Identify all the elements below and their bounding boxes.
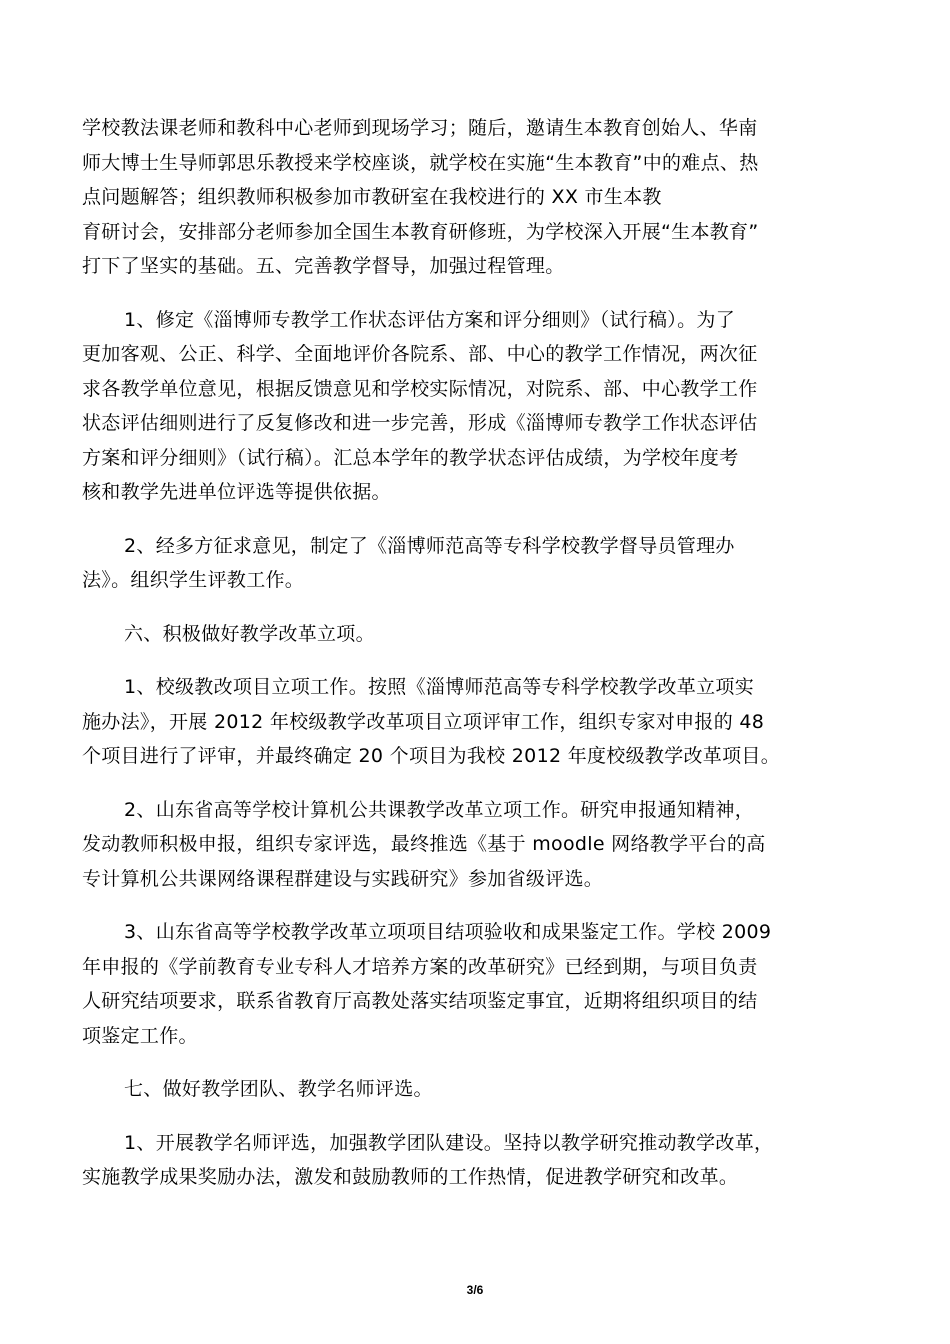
- text-line: 法》。组织学生评教工作。: [82, 569, 305, 591]
- paragraph-evaluation-scheme: [82, 303, 864, 510]
- section-heading-reform-projects: [82, 617, 864, 652]
- text-line: 1、校级教改项目立项工作。按照《淄博师范高等专科学校教学改革立项实: [124, 676, 754, 698]
- text-line: 师大博士生导师郭思乐教授来学校座谈，就学校在实施“生本教育”中的难点、热: [82, 151, 759, 174]
- paragraph-computer-course-projects: [82, 793, 864, 897]
- paragraph-school-projects: [82, 670, 864, 774]
- text-line: 核和教学先进单位评选等提供依据。: [82, 481, 391, 503]
- text-line: 年申报的《学前教育专业专科人才培养方案的改革研究》已经到期，与项目负责: [82, 955, 758, 978]
- text-line: 人研究结项要求，联系省教育厅高教处落实结项鉴定事宜，近期将组织项目的结: [82, 990, 758, 1012]
- paragraph-famous-teachers: [82, 1126, 864, 1195]
- document-body: [82, 111, 864, 1195]
- text-line: 实施教学成果奖励办法，激发和鼓励教师的工作热情，促进教学研究和改革。: [82, 1166, 739, 1188]
- paragraph-continuation: [82, 111, 864, 284]
- text-line: 项鉴定工作。: [82, 1024, 198, 1047]
- text-line: 更加客观、公正、科学、全面地评价各院系、部、中心的教学工作情况，两次征: [82, 343, 758, 365]
- paragraph-project-acceptance: [82, 915, 864, 1053]
- text-line: 打下了坚实的基础。五、完善教学督导，加强过程管理。: [82, 255, 565, 277]
- text-line: 3、山东省高等学校教学改革立项项目结项验收和成果鉴定工作。学校 2009: [124, 921, 772, 943]
- text-line: 个项目进行了评审，并最终确定 20 个项目为我校 2012 年度校级教学改革项目。: [82, 745, 780, 767]
- text-line: 学校教法课老师和教科中心老师到现场学习；随后，邀请生本教育创始人、华南: [82, 117, 758, 139]
- paragraph-supervisor-rules: [82, 529, 864, 598]
- text-line: 发动教师积极申报，组织专家评选，最终推选《基于 moodle 网络教学平台的高: [82, 833, 766, 855]
- text-line: 点问题解答；组织教师积极参加市教研室在我校进行的 XX 市生本教: [82, 186, 662, 208]
- section-heading-teaching-team: [82, 1072, 864, 1107]
- text-line: 1、修定《淄博师专教学工作状态评估方案和评分细则》（试行稿）。为了: [124, 308, 735, 331]
- text-line: 2、经多方征求意见，制定了《淄博师范高等专科学校教学督导员管理办: [124, 534, 735, 557]
- text-line: 方案和评分细则》（试行稿）。汇总本学年的教学状态评估成绩，为学校年度考: [82, 446, 739, 469]
- text-line: 施办法》，开展 2012 年校级教学改革项目立项评审工作，组织专家对申报的 48: [82, 710, 765, 733]
- page-number: 3/6: [466, 1283, 484, 1297]
- text-line: 求各教学单位意见，根据反馈意见和学校实际情况，对院系、部、中心教学工作: [82, 377, 758, 400]
- text-line: 专计算机公共课网络课程群建设与实践研究》参加省级评选。: [82, 867, 604, 890]
- text-line: 2、山东省高等学校计算机公共课教学改革立项工作。研究申报通知精神，: [124, 798, 754, 821]
- text-line: 状态评估细则进行了反复修改和进一步完善，形成《淄博师专教学工作状态评估: [82, 412, 758, 434]
- text-line: 1、开展教学名师评选，加强教学团队建设。坚持以教学研究推动教学改革，: [124, 1131, 774, 1154]
- text-line: 六、积极做好教学改革立项。: [124, 622, 375, 645]
- text-line: 七、做好教学团队、教学名师评选。: [124, 1078, 433, 1100]
- text-line: 育研讨会，安排部分老师参加全国生本教育研修班，为学校深入开展“生本教育”: [82, 220, 759, 243]
